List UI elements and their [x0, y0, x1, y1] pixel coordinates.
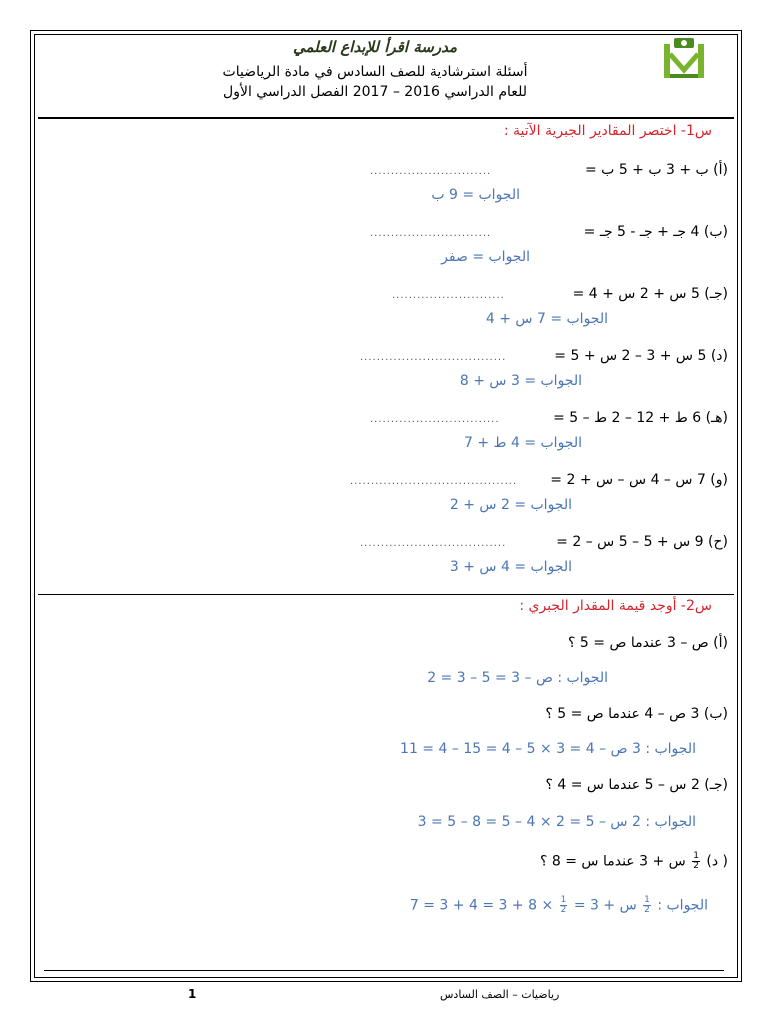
q1-item-d: (د) 5 س + 3 – 2 س + 5 = — [554, 348, 728, 364]
q2-answer-c: الجواب : 2 س – 5 = 2 × 4 – 5 = 8 – 5 = 3 — [417, 814, 696, 830]
school-name: مدرسة اقرأ للإبداع العلمي — [292, 38, 457, 56]
school-logo — [662, 34, 706, 82]
q2-item-b: (ب) 3 ص – 4 عندما ص = 5 ؟ — [545, 706, 728, 722]
answer-dots: ............................... — [370, 414, 500, 425]
answer-dots: ............................. — [370, 228, 492, 239]
q1-answer-g: الجواب = 4 س + 3 — [449, 559, 572, 575]
header-year-line: للعام الدراسي 2016 – 2017 الفصل الدراسي الأول — [223, 84, 527, 100]
q1-answer-c: الجواب = 7 س + 4 — [485, 311, 608, 327]
q2-answer-a: الجواب : ص – 3 = 5 – 3 = 2 — [427, 670, 608, 686]
q1-item-g: (ح) 9 س + 5 – 5 س – 2 = — [556, 534, 728, 550]
header-divider — [38, 117, 734, 119]
q1-answer-a: الجواب = 9 ب — [431, 187, 520, 203]
q2-item-c: (جـ) 2 س – 5 عندما س = 4 ؟ — [545, 777, 728, 793]
q2-answer-d — [410, 896, 708, 915]
page-number: 1 — [188, 987, 197, 1001]
q2-item-a: (أ) ص – 3 عندما ص = 5 ؟ — [568, 635, 728, 651]
answer-dots: ............................. — [370, 166, 492, 177]
q2-answer-d-prefix: الجواب : — [657, 897, 708, 914]
fraction-half: $\frac{1}{2}$ — [560, 895, 567, 915]
header-subtitle: أسئلة استرشادية للصف السادس في مادة الرياضيات — [222, 64, 528, 80]
q2-item-d — [540, 852, 728, 871]
q1-item-f: (و) 7 س – 4 س – س + 2 = — [550, 472, 728, 488]
answer-dots: ........................... — [392, 290, 505, 301]
fraction-half: $\frac{1}{2}$ — [693, 851, 699, 871]
fraction-half: $\frac{1}{2}$ — [644, 895, 650, 915]
footer-line — [44, 970, 724, 971]
q1-answer-b: الجواب = صفر — [441, 249, 530, 265]
q2-answer-b: الجواب : 3 ص – 4 = 3 × 5 – 4 = 15 – 4 = 11 — [400, 741, 696, 757]
q2-answer-d-mid: س + 3 = — [573, 897, 637, 914]
q1-item-e: (هـ) 6 ط + 12 – 2 ط – 5 = — [553, 410, 728, 426]
q1-item-c: (جـ) 5 س + 2 س + 4 = — [572, 286, 728, 302]
q2-title: س2- أوجد قيمة المقدار الجبري : — [519, 598, 712, 614]
q1-answer-e: الجواب = 4 ط + 7 — [464, 435, 582, 451]
answer-dots: ................................... — [360, 352, 507, 363]
answer-dots: ........................................ — [350, 476, 518, 487]
footer-subject: رياضيات – الصف السادس — [440, 988, 560, 1001]
q2-item-d-text: س + 3 عندما س = 8 ؟ — [539, 853, 686, 870]
q2-answer-d-rest: × 8 + 3 = 4 + 3 = 7 — [409, 897, 554, 914]
q1-item-b: (ب) 4 جـ + جـ - 5 جـ = — [583, 224, 728, 240]
q1-item-a: (أ) ب + 3 ب + 5 ب = — [585, 162, 728, 178]
q2-item-d-prefix: ( د) — [706, 853, 728, 870]
q1-answer-f: الجواب = 2 س + 2 — [449, 497, 572, 513]
q1-title: س1- اختصر المقادير الجبرية الآتية : — [503, 123, 712, 139]
q1-answer-d: الجواب = 3 س + 8 — [459, 373, 582, 389]
answer-dots: ................................... — [360, 538, 507, 549]
section-divider — [38, 594, 734, 595]
